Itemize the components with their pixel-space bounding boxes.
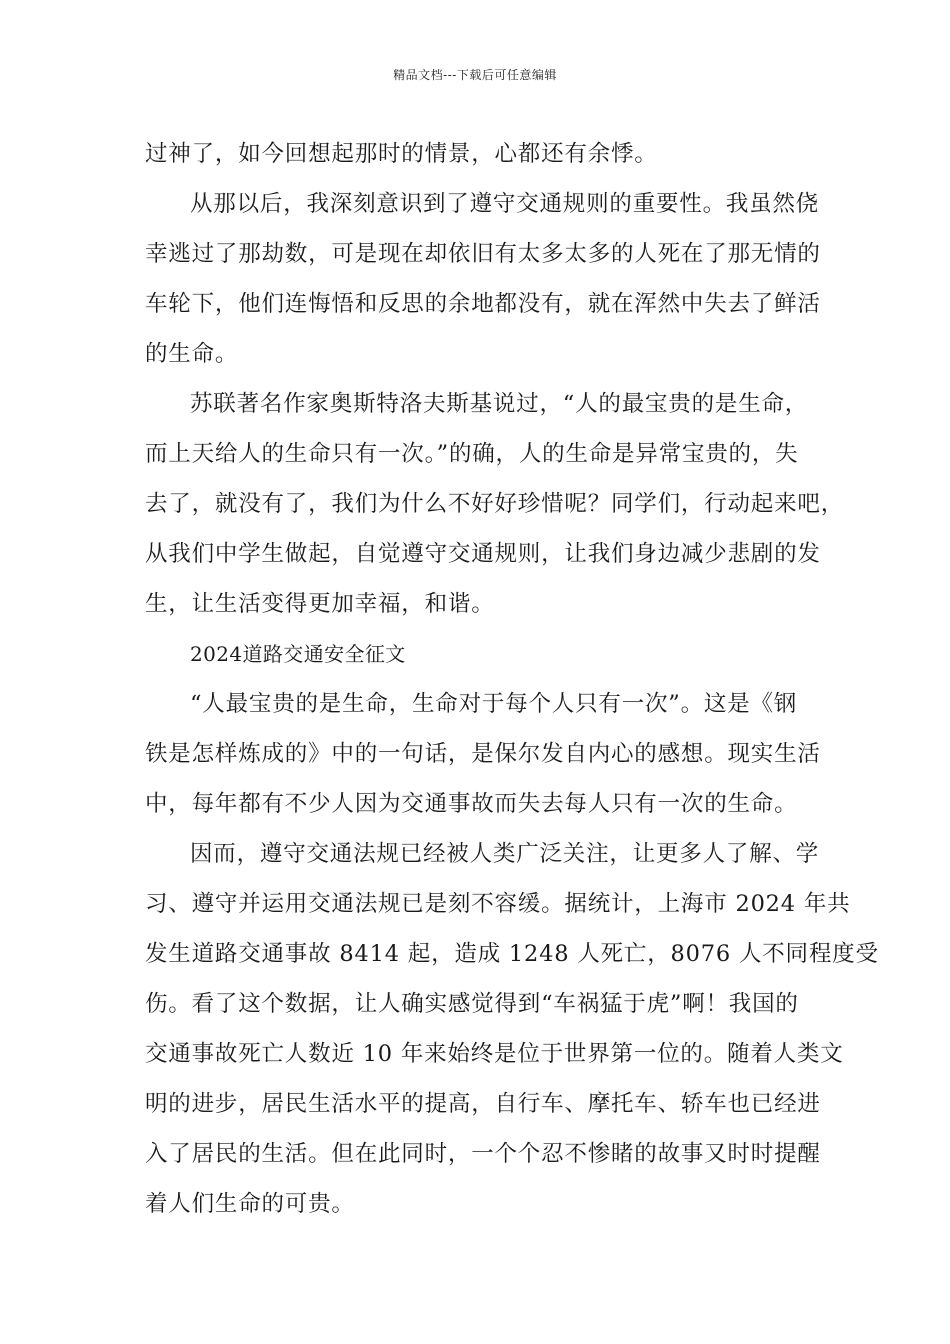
text-line: 幸逃过了那劫数，可是现在却依旧有太多太多的人死在了那无情的 xyxy=(145,241,821,267)
text-line: 的生命。 xyxy=(145,341,239,367)
text-line: 车轮下，他们连悔悟和反思的余地都没有，就在浑然中失去了鲜活 xyxy=(145,291,821,317)
text-line: 伤。看了这个数据，让人确实感觉得到“车祸猛于虎”啊！我国的 xyxy=(145,991,799,1017)
text-line: 过神了，如今回想起那时的情景，心都还有余悸。 xyxy=(145,141,658,167)
page-header: 精品文档---下载后可任意编辑 xyxy=(393,68,557,82)
text-line: 从我们中学生做起，自觉遵守交通规则，让我们身边减少悲剧的发 xyxy=(145,541,821,567)
text-line: 着人们生命的可贵。 xyxy=(145,1191,355,1217)
text-line: 而上天给人的生命只有一次。”的确，人的生命是异常宝贵的，失 xyxy=(145,441,799,467)
text-line: 中，每年都有不少人因为交通事故而失去每人只有一次的生命。 xyxy=(145,791,798,817)
text-line: 明的进步，居民生活水平的提高，自行车、摩托车、轿车也已经进 xyxy=(145,1091,821,1117)
text-line: 交通事故死亡人数近 10 年来始终是位于世界第一位的。随着人类文 xyxy=(145,1041,844,1067)
text-line: 入了居民的生活。但在此同时，一个个忍不惨睹的故事又时时提醒 xyxy=(145,1141,821,1167)
text-line: 苏联著名作家奥斯特洛夫斯基说过，“人的最宝贵的是生命， xyxy=(190,391,809,417)
text-line: 生，让生活变得更加幸福，和谐。 xyxy=(145,591,495,617)
text-line: 去了，就没有了，我们为什么不好好珍惜呢？同学们，行动起来吧， xyxy=(145,491,845,517)
text-line: 发生道路交通事故 8414 起，造成 1248 人死亡，8076 人不同程度受 xyxy=(145,941,879,967)
text-line: 铁是怎样炼成的》中的一句话，是保尔发自内心的感想。现实生活 xyxy=(145,741,821,767)
text-line: 习、遵守并运用交通法规已是刻不容缓。据统计，上海市 2024 年共 xyxy=(145,891,851,917)
text-line: 因而，遵守交通法规已经被人类广泛关注，让更多人了解、学 xyxy=(190,841,820,867)
text-line: “人最宝贵的是生命，生命对于每个人只有一次”。这是《钢 xyxy=(190,691,798,717)
text-line: 从那以后，我深刻意识到了遵守交通规则的重要性。我虽然侥 xyxy=(190,191,820,217)
section-title: 2024道路交通安全征文 xyxy=(190,642,406,666)
document-body xyxy=(145,129,879,1229)
